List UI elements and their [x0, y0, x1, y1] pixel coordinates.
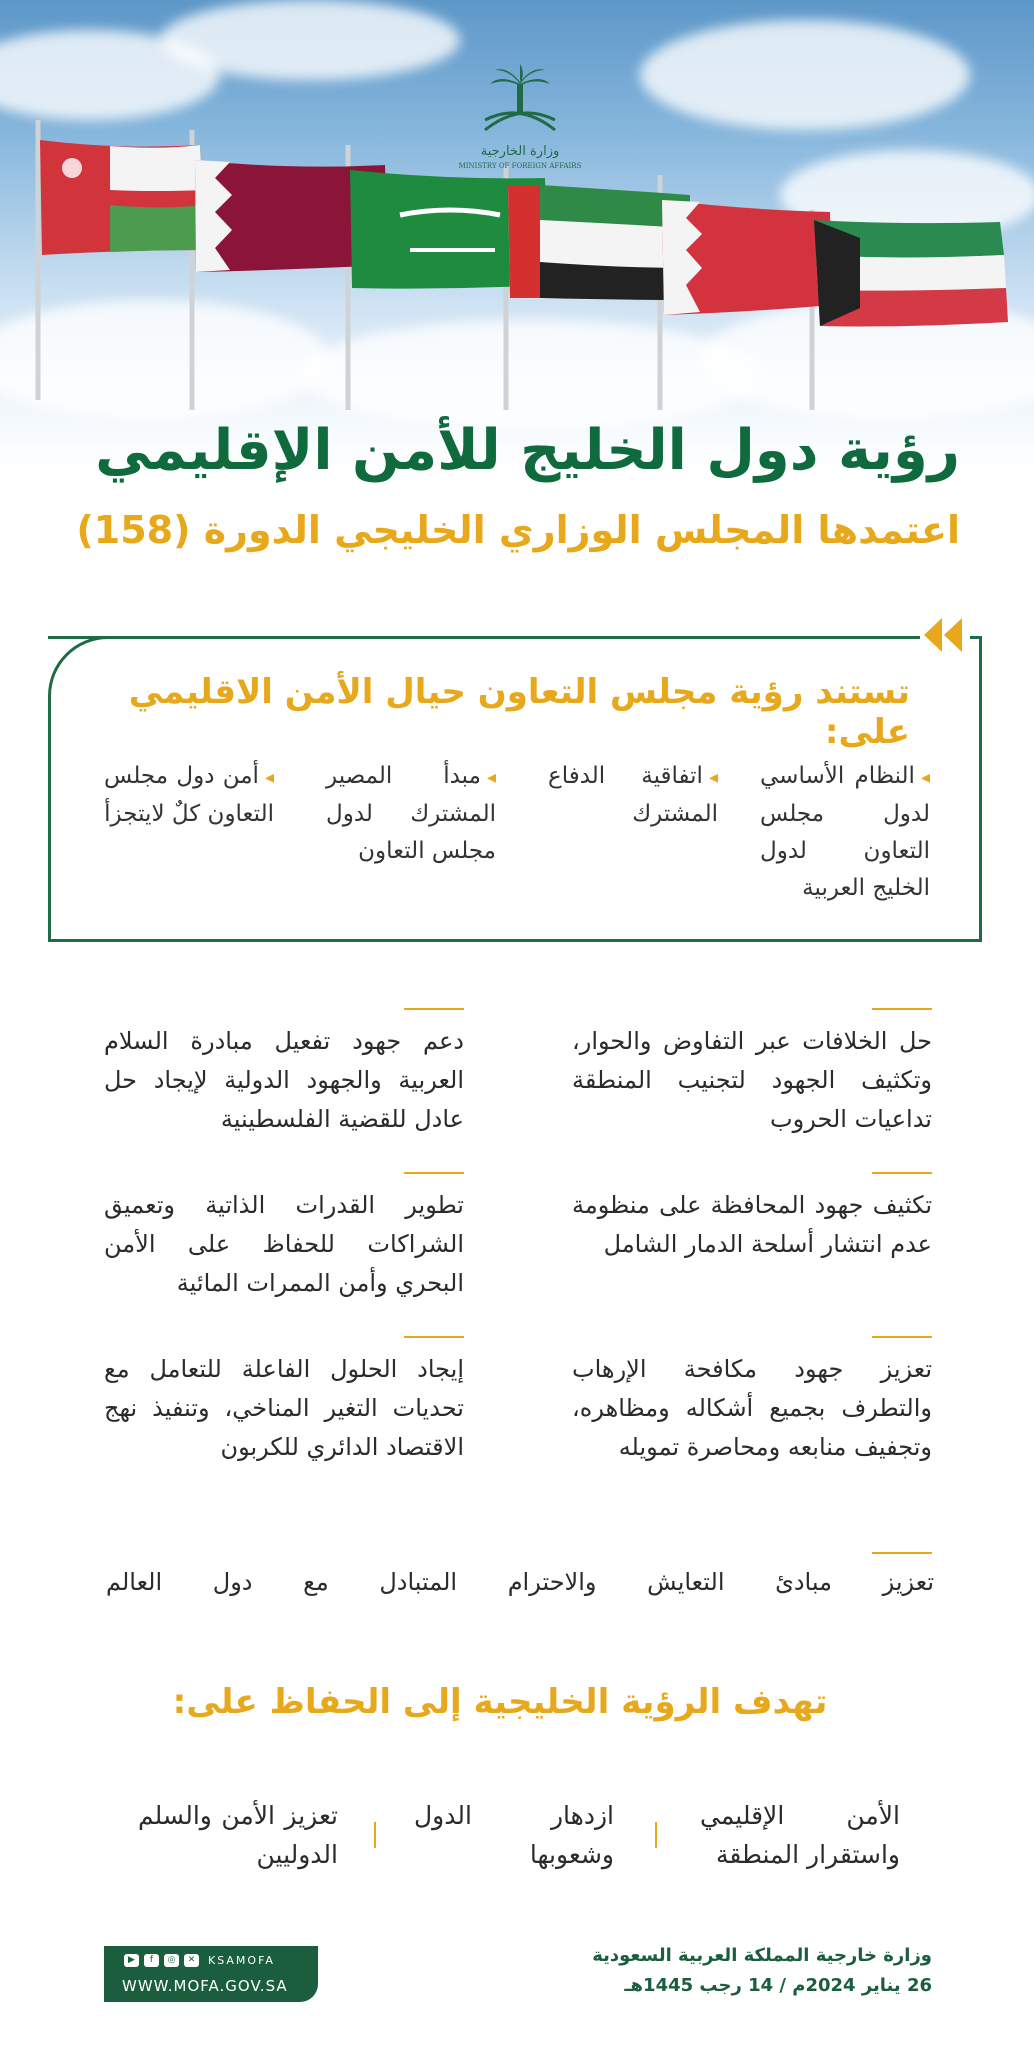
goal-item: حل الخلافات عبر التفاوض والحوار، وتكثيف الجهود لتجنيب المنطقة تداعيات الحروب: [572, 1027, 932, 1133]
social-handle[interactable]: KSAMOFA: [208, 1954, 275, 1967]
facebook-icon[interactable]: f: [144, 1954, 159, 1967]
logo-caption-arabic: وزارة الخارجية: [480, 144, 560, 159]
bahrain-flag: [662, 200, 832, 315]
social-footer-tag: [104, 1946, 318, 2002]
pillar-text: اتفاقية الدفاع المشترك: [548, 763, 718, 827]
pillar-item: [104, 758, 274, 833]
bullet-triangle-icon: ◂: [264, 767, 274, 788]
goal-item: تعزيز جهود مكافحة الإرهاب والتطرف بجميع أشكاله ومظاهره، وتجفيف منابعه ومحاصرة تمويله: [572, 1355, 932, 1461]
aim-item: ازدهار الدول وشعوبها: [414, 1801, 614, 1869]
aim-item: تعزيز الأمن والسلم الدوليين: [138, 1801, 338, 1869]
logo-caption-english: MINISTRY OF FOREIGN AFFAIRS: [458, 162, 582, 170]
publish-date: 26 يناير 2024م / 14 رجب 1445هـ: [624, 1975, 932, 1996]
ministry-name: وزارة خارجية المملكة العربية السعودية: [592, 1945, 932, 1966]
social-icons: [124, 1954, 275, 1967]
pillar-text: أمن دول مجلس التعاون كلٌ لايتجزأ: [104, 763, 274, 827]
pillar-item: [326, 758, 496, 870]
divider: [404, 1172, 464, 1174]
youtube-icon[interactable]: ▶: [124, 1954, 139, 1967]
bullet-triangle-icon: ◂: [920, 767, 930, 788]
page-title: رؤية دول الخليج للأمن الإقليمي: [95, 418, 960, 483]
divider: [872, 1172, 932, 1174]
bullet-triangle-icon: ◂: [708, 767, 718, 788]
divider: [872, 1336, 932, 1338]
goal-item: إيجاد الحلول الفاعلة للتعامل مع تحديات التغير المناخي، وتنفيذ نهج الاقتصاد الدائري للكربون: [104, 1355, 464, 1461]
pillars-title: تستند رؤية مجلس التعاون حيال الأمن الاقليمي على:: [128, 672, 910, 752]
oman-flag: [40, 140, 205, 255]
instagram-icon[interactable]: ◎: [164, 1954, 179, 1967]
divider: [655, 1822, 657, 1848]
divider: [374, 1822, 376, 1848]
divider: [872, 1552, 932, 1554]
kuwait-flag: [814, 220, 1008, 327]
pillar-text: مبدأ المصير المشترك لدول مجلس التعاون: [326, 763, 496, 864]
goal-item: تطوير القدرات الذاتية وتعميق الشراكات للحفاظ على الأمن البحري وأمن الممرات المائية: [104, 1191, 464, 1297]
x-twitter-icon[interactable]: ✕: [184, 1954, 199, 1967]
palm-swords-emblem-icon: [455, 62, 585, 142]
divider: [404, 1008, 464, 1010]
bullet-triangle-icon: ◂: [486, 767, 496, 788]
goal-item: تكثيف جهود المحافظة على منظومة عدم انتشار أسلحة الدمار الشامل: [572, 1191, 932, 1258]
pillar-item: [548, 758, 718, 833]
ministry-logo: [455, 62, 585, 182]
goal-item-full-width: تعزيز مبادئ التعايش والاحترام المتبادل مع دول العالم: [106, 1568, 934, 1596]
double-chevron-left-icon: [920, 610, 970, 660]
website-link[interactable]: WWW.MOFA.GOV.SA: [122, 1977, 288, 1995]
divider: [404, 1336, 464, 1338]
aims-title: تهدف الرؤية الخليجية إلى الحفاظ على:: [172, 1682, 828, 1722]
divider: [872, 1008, 932, 1010]
page-subtitle: اعتمدها المجلس الوزاري الخليجي الدورة (158): [76, 508, 960, 552]
pillar-text: النظام الأساسي لدول مجلس التعاون لدول الخليج العربية: [760, 763, 930, 901]
aim-item: الأمن الإقليمي واستقرار المنطقة: [700, 1801, 900, 1869]
pillar-item: [760, 758, 930, 907]
goal-item: دعم جهود تفعيل مبادرة السلام العربية والجهود الدولية لإيجاد حل عادل للقضية الفلسطينية: [104, 1027, 464, 1133]
